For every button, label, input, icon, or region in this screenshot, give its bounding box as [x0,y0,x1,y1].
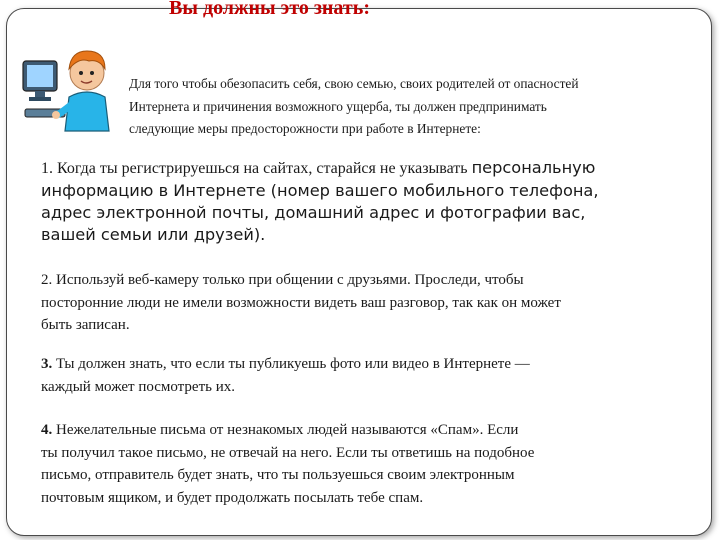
page-title: Вы должны это знать: [169,0,370,19]
rule-1-line-3: адрес электронной почты, домашний адрес и фотографии вас, [41,203,586,222]
rule-4-number: 4. [41,422,53,438]
rule-2-line-1: 2. Используй веб-камеру только при общении с друзьями. Проследи, чтобы [41,272,524,288]
intro-line-3: следующие меры предосторожности при работе в Интернете: [129,121,481,136]
rule-item-3 [41,353,691,398]
rule-3-number: 3. [41,356,53,372]
rule-item-1 [41,157,701,246]
rule-4-line-4: почтовым ящиком, и будет продолжать посылать тебе спам. [41,489,424,506]
boy-at-computer-icon [17,35,117,135]
rule-4-line-1: Нежелательные письма от незнакомых людей называются «Спам». Если [52,422,519,438]
intro-line-2: Интернета и причинения возможного ущерба, ты должен предпринимать [129,98,547,114]
rule-1-line-2: информацию в Интернете (номер вашего мобильного телефона, [41,181,599,200]
rule-4-line-3: письмо, отправитель будет знать, что ты пользуешься своим электронным [41,467,515,483]
rule-3-line-2: каждый может посмотреть их. [41,378,235,395]
intro-paragraph [129,73,689,141]
content-card [6,0,712,536]
intro-line-1: Для того чтобы обезопасить себя, свою семью, своих родителей от опасностей [129,76,579,91]
rule-2-line-3: быть записан. [41,317,130,333]
rule-1-line-4: вашей семьи или друзей). [41,225,266,244]
rule-item-4 [41,419,691,509]
rule-item-2 [41,269,691,337]
rule-1-line-1-end: персональную [471,158,596,177]
rule-4-line-2: ты получил такое письмо, не отвечай на него. Если ты ответишь на подобное [41,444,535,461]
rule-2-line-2: посторонние люди не имели возможности видеть ваш разговор, так как он может [41,294,561,311]
rule-1-serif-text: 1. Когда ты регистрируешься на сайтах, старайся не указывать [41,160,472,177]
rule-3-line-1: Ты должен знать, что если ты публикуешь фото или видео в Интернете — [52,356,530,372]
